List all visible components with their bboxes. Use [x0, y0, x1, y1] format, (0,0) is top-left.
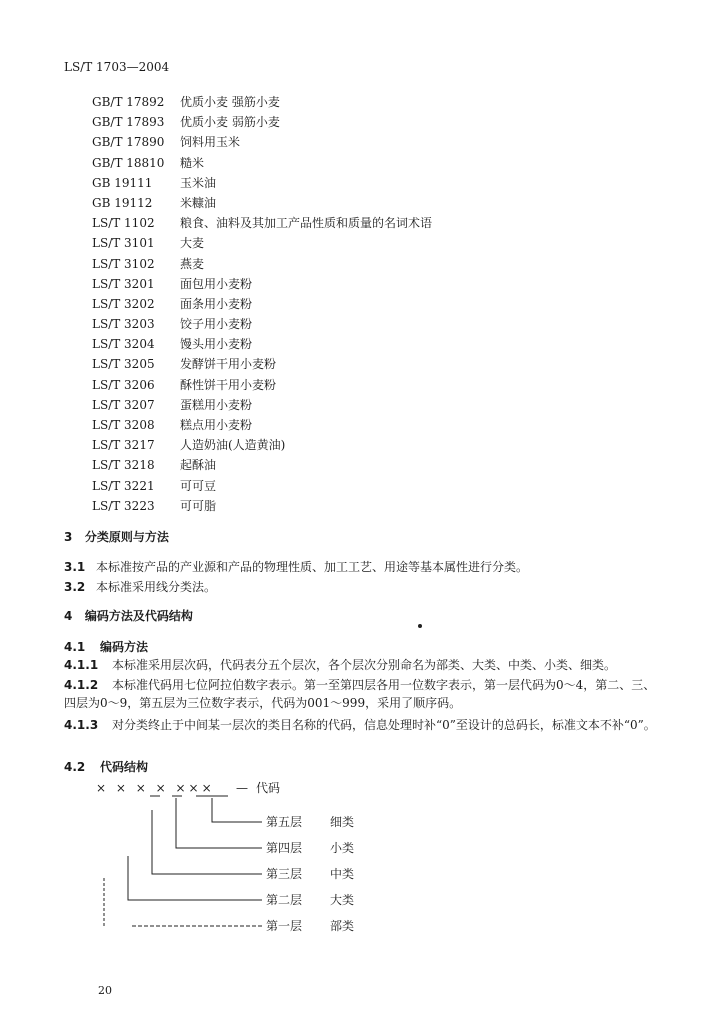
layer-name: 细类: [330, 815, 355, 829]
page-number: 20: [98, 984, 112, 997]
reference-code: GB/T 17893: [92, 115, 165, 130]
connector-level-3: [152, 810, 262, 874]
clause-number: 3.1: [64, 560, 86, 574]
standard-code: LS/T 1703—2004: [64, 60, 170, 74]
reference-code: LS/T 3203: [92, 317, 155, 332]
layer-name: 小类: [330, 841, 355, 855]
code-dash: —: [236, 781, 248, 795]
section-3-number: 3: [64, 530, 73, 544]
clause-text: 本标准采用层次码，代码表分五个层次，各个层次分别命名为部类、大类、中类、小类、细类。: [112, 658, 617, 672]
code-symbols: × × × × ×××: [96, 781, 215, 795]
layer-level: 第二层: [266, 893, 303, 907]
section-4-number: 4: [64, 609, 73, 623]
reference-title: 优质小麦 弱筋小麦: [180, 115, 280, 130]
reference-code: LS/T 3102: [92, 256, 155, 271]
reference-title: 可可豆: [180, 478, 217, 493]
reference-code: LS/T 3205: [92, 357, 155, 372]
section-3-title: 分类原则与方法: [84, 530, 169, 544]
reference-code: LS/T 3204: [92, 337, 155, 352]
reference-title: 面包用小麦粉: [180, 276, 253, 291]
connector-level-2: [128, 856, 262, 900]
reference-code: GB/T 18810: [92, 155, 165, 170]
reference-code: LS/T 1102: [92, 216, 155, 231]
code-label: 代码: [256, 781, 281, 795]
clause-number: 4.1.2: [64, 678, 99, 692]
reference-title: 蛋糕用小麦粉: [180, 397, 253, 412]
subsection-title: 代码结构: [100, 760, 149, 774]
reference-title: 糙米: [180, 155, 205, 170]
reference-title: 大麦: [180, 236, 205, 251]
connector-level-4: [176, 798, 262, 848]
reference-title: 玉米油: [180, 175, 217, 190]
clause-number: 3.2: [64, 580, 86, 594]
section-4-title: 编码方法及代码结构: [84, 609, 193, 623]
reference-title: 优质小麦 强筋小麦: [180, 95, 280, 109]
reference-title: 发酵饼干用小麦粉: [180, 357, 277, 372]
reference-code: LS/T 3207: [92, 397, 155, 412]
reference-code: LS/T 3101: [92, 236, 155, 251]
reference-title: 面条用小麦粉: [180, 296, 253, 311]
layer-level: 第四层: [266, 841, 303, 855]
clause-number: 4.1.3: [64, 718, 99, 732]
reference-code: LS/T 3202: [92, 296, 155, 311]
layer-name: 大类: [330, 893, 355, 907]
reference-code: LS/T 3217: [92, 438, 155, 453]
layer-level: 第三层: [266, 867, 303, 881]
reference-code: GB/T 17892: [92, 95, 165, 109]
reference-title: 粮食、油料及其加工产品性质和质量的名词术语: [180, 216, 433, 231]
layer-level: 第一层: [266, 919, 303, 933]
reference-code: LS/T 3208: [92, 418, 155, 432]
reference-title: 饲料用玉米: [180, 135, 241, 150]
clause-text: 本标准代码用七位阿拉伯数字表示。第一至第四层各用一位数字表示，第一层代码为0～4，第二、三、四层为0～9，第五层为三位数字表示，代码为001～999，采用了顺序码。: [64, 678, 656, 710]
clause-number: 4.1.1: [64, 658, 99, 672]
layer-name: 中类: [330, 867, 355, 881]
clause-text: 对分类终止于中间某一层次的类目名称的代码，信息处理时补“0”至设计的总码长，标准文本不补“0”。: [112, 718, 656, 732]
reference-code: GB 19111: [92, 175, 153, 190]
layer-name: 部类: [330, 919, 355, 933]
reference-title: 糕点用小麦粉: [180, 418, 253, 432]
reference-title: 酥性饼干用小麦粉: [180, 377, 277, 392]
reference-code: GB 19112: [92, 195, 153, 210]
subsection-title: 编码方法: [100, 640, 149, 654]
reference-title: 馒头用小麦粉: [180, 337, 253, 352]
reference-code: LS/T 3206: [92, 377, 155, 392]
layer-level: 第五层: [266, 815, 303, 829]
clause-text: 本标准采用线分类法。: [96, 580, 217, 594]
connector-level-5: [212, 798, 262, 822]
reference-code: LS/T 3218: [92, 458, 155, 473]
reference-code: LS/T 3221: [92, 478, 155, 493]
reference-title: 起酥油: [180, 458, 217, 473]
reference-title: 人造奶油(人造黄油): [180, 438, 286, 453]
subsection-number: 4.2: [64, 760, 86, 774]
reference-code: LS/T 3201: [92, 276, 155, 291]
clause-text: 本标准按产品的产业源和产品的物理性质、加工工艺、用途等基本属性进行分类。: [96, 560, 529, 574]
reference-title: 饺子用小麦粉: [180, 317, 253, 332]
reference-title: 燕麦: [180, 256, 205, 271]
reference-title: 米糠油: [180, 195, 217, 210]
reference-title: 可可脂: [180, 498, 217, 513]
reference-code: LS/T 3223: [92, 498, 155, 513]
reference-code: GB/T 17890: [92, 135, 165, 150]
subsection-number: 4.1: [64, 640, 86, 654]
